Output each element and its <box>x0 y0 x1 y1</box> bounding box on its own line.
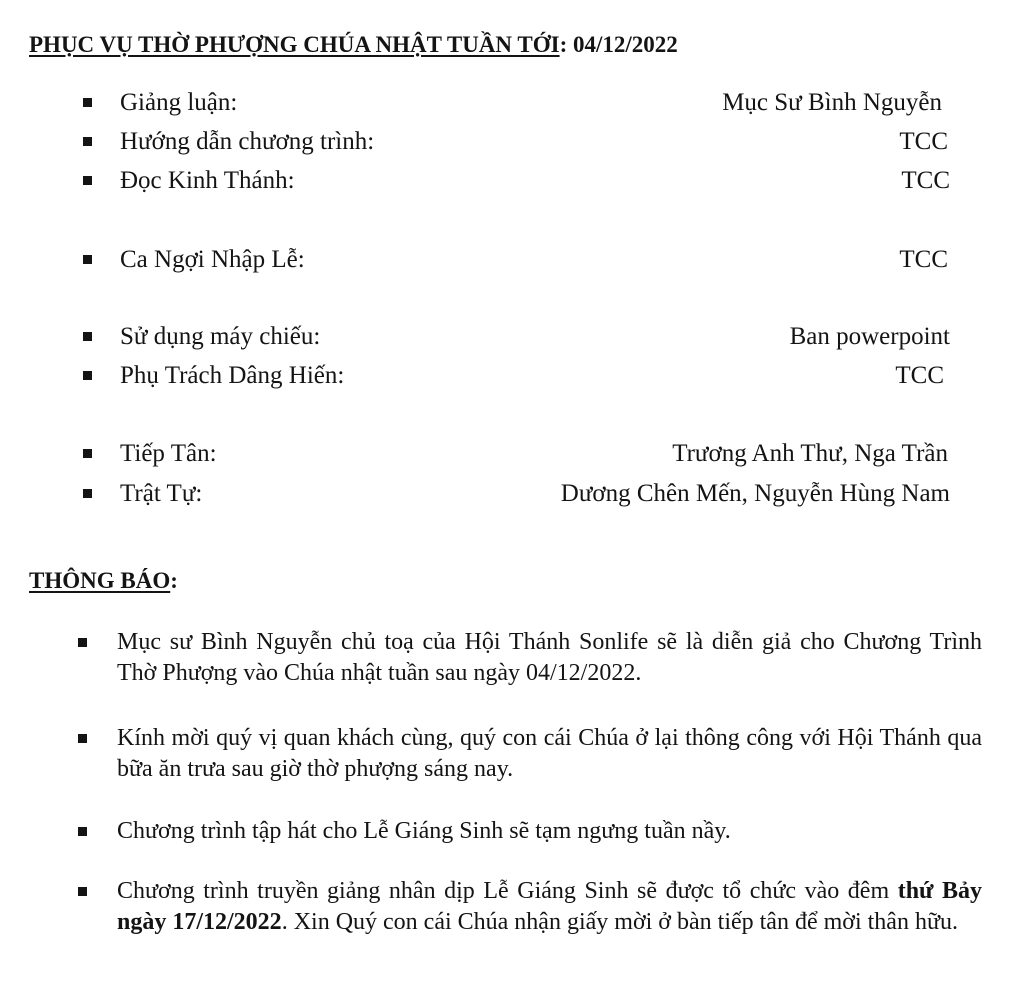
schedule-heading <box>29 30 678 60</box>
announcement-text: Mục sư Bình Nguyễn chủ toạ của Hội Thánh Sonlife sẽ là diễn giả cho Chương Trình Thờ Phượng vào Chúa nhật tuần sau ngày 04/12/2022. <box>117 629 982 686</box>
schedule-item-program-host <box>78 125 948 159</box>
schedule-item-scripture-reading <box>78 164 948 198</box>
schedule-item-label: Hướng dẫn chương trình: <box>120 128 375 155</box>
schedule-item-reception <box>78 437 948 471</box>
bullet-icon <box>78 638 87 647</box>
announcement-item <box>78 627 982 689</box>
announcement-item <box>78 816 982 847</box>
announcement-item <box>78 723 982 785</box>
schedule-item-opening-praise <box>78 243 948 277</box>
announcement-item <box>78 876 982 938</box>
schedule-item-value: TCC <box>895 362 944 389</box>
announcement-text-after: . Xin Quý con cái Chúa nhận giấy mời ở bàn tiếp tân để mời thân hữu. <box>281 909 958 935</box>
announcement-text-before: Chương trình truyền giảng nhân dịp Lễ Giáng Sinh sẽ được tổ chức vào đêm <box>117 878 898 904</box>
announcement-text <box>117 876 982 938</box>
announcements-heading <box>29 566 178 596</box>
schedule-item-value: Trương Anh Thư, Nga Trần <box>672 440 948 467</box>
schedule-item-label: Đọc Kinh Thánh: <box>120 167 295 194</box>
schedule-item-value: Mục Sư Bình Nguyễn <box>722 89 942 116</box>
schedule-item-label: Giảng luận: <box>120 89 238 116</box>
schedule-item-label: Phụ Trách Dâng Hiến: <box>120 362 345 389</box>
schedule-item-preacher <box>78 86 948 120</box>
schedule-item-value: Dương Chên Mến, Nguyễn Hùng Nam <box>560 480 950 507</box>
announcement-text: Kính mời quý vị quan khách cùng, quý con cái Chúa ở lại thông công với Hội Thánh qua bữa ăn trưa sau giờ thờ phượng sáng nay. <box>117 725 982 782</box>
schedule-item-label: Ca Ngợi Nhập Lễ: <box>120 246 305 273</box>
schedule-item-value: TCC <box>899 128 948 155</box>
bullet-icon <box>78 887 87 896</box>
bullet-icon <box>83 332 92 341</box>
bullet-icon <box>83 255 92 264</box>
schedule-item-offering <box>78 359 948 393</box>
schedule-item-order <box>78 477 948 511</box>
schedule-item-label: Tiếp Tân: <box>120 440 217 467</box>
announcement-text: Chương trình tập hát cho Lễ Giáng Sinh sẽ tạm ngưng tuần nầy. <box>117 818 731 844</box>
schedule-item-value: TCC <box>901 167 950 194</box>
bullet-icon <box>78 827 87 836</box>
bullet-icon <box>83 449 92 458</box>
schedule-item-label: Trật Tự: <box>120 480 203 507</box>
schedule-title: PHỤC VỤ THỜ PHƯỢNG CHÚA NHẬT TUẦN TỚI <box>29 32 560 57</box>
schedule-item-value: Ban powerpoint <box>789 323 950 350</box>
announcements-colon: : <box>170 568 178 593</box>
schedule-date: : 04/12/2022 <box>559 32 678 57</box>
schedule-item-label: Sử dụng máy chiếu: <box>120 323 321 350</box>
bullet-icon <box>83 98 92 107</box>
bullet-icon <box>83 371 92 380</box>
announcements-title: THÔNG BÁO <box>29 568 171 593</box>
bullet-icon <box>78 734 87 743</box>
schedule-item-projector <box>78 320 948 354</box>
schedule-item-value: TCC <box>899 246 948 273</box>
announcement-date-emphasis: thứ Bảy ngày 17/12/2022 <box>117 878 983 935</box>
bullet-icon <box>83 489 92 498</box>
bullet-icon <box>83 176 92 185</box>
bullet-icon <box>83 137 92 146</box>
